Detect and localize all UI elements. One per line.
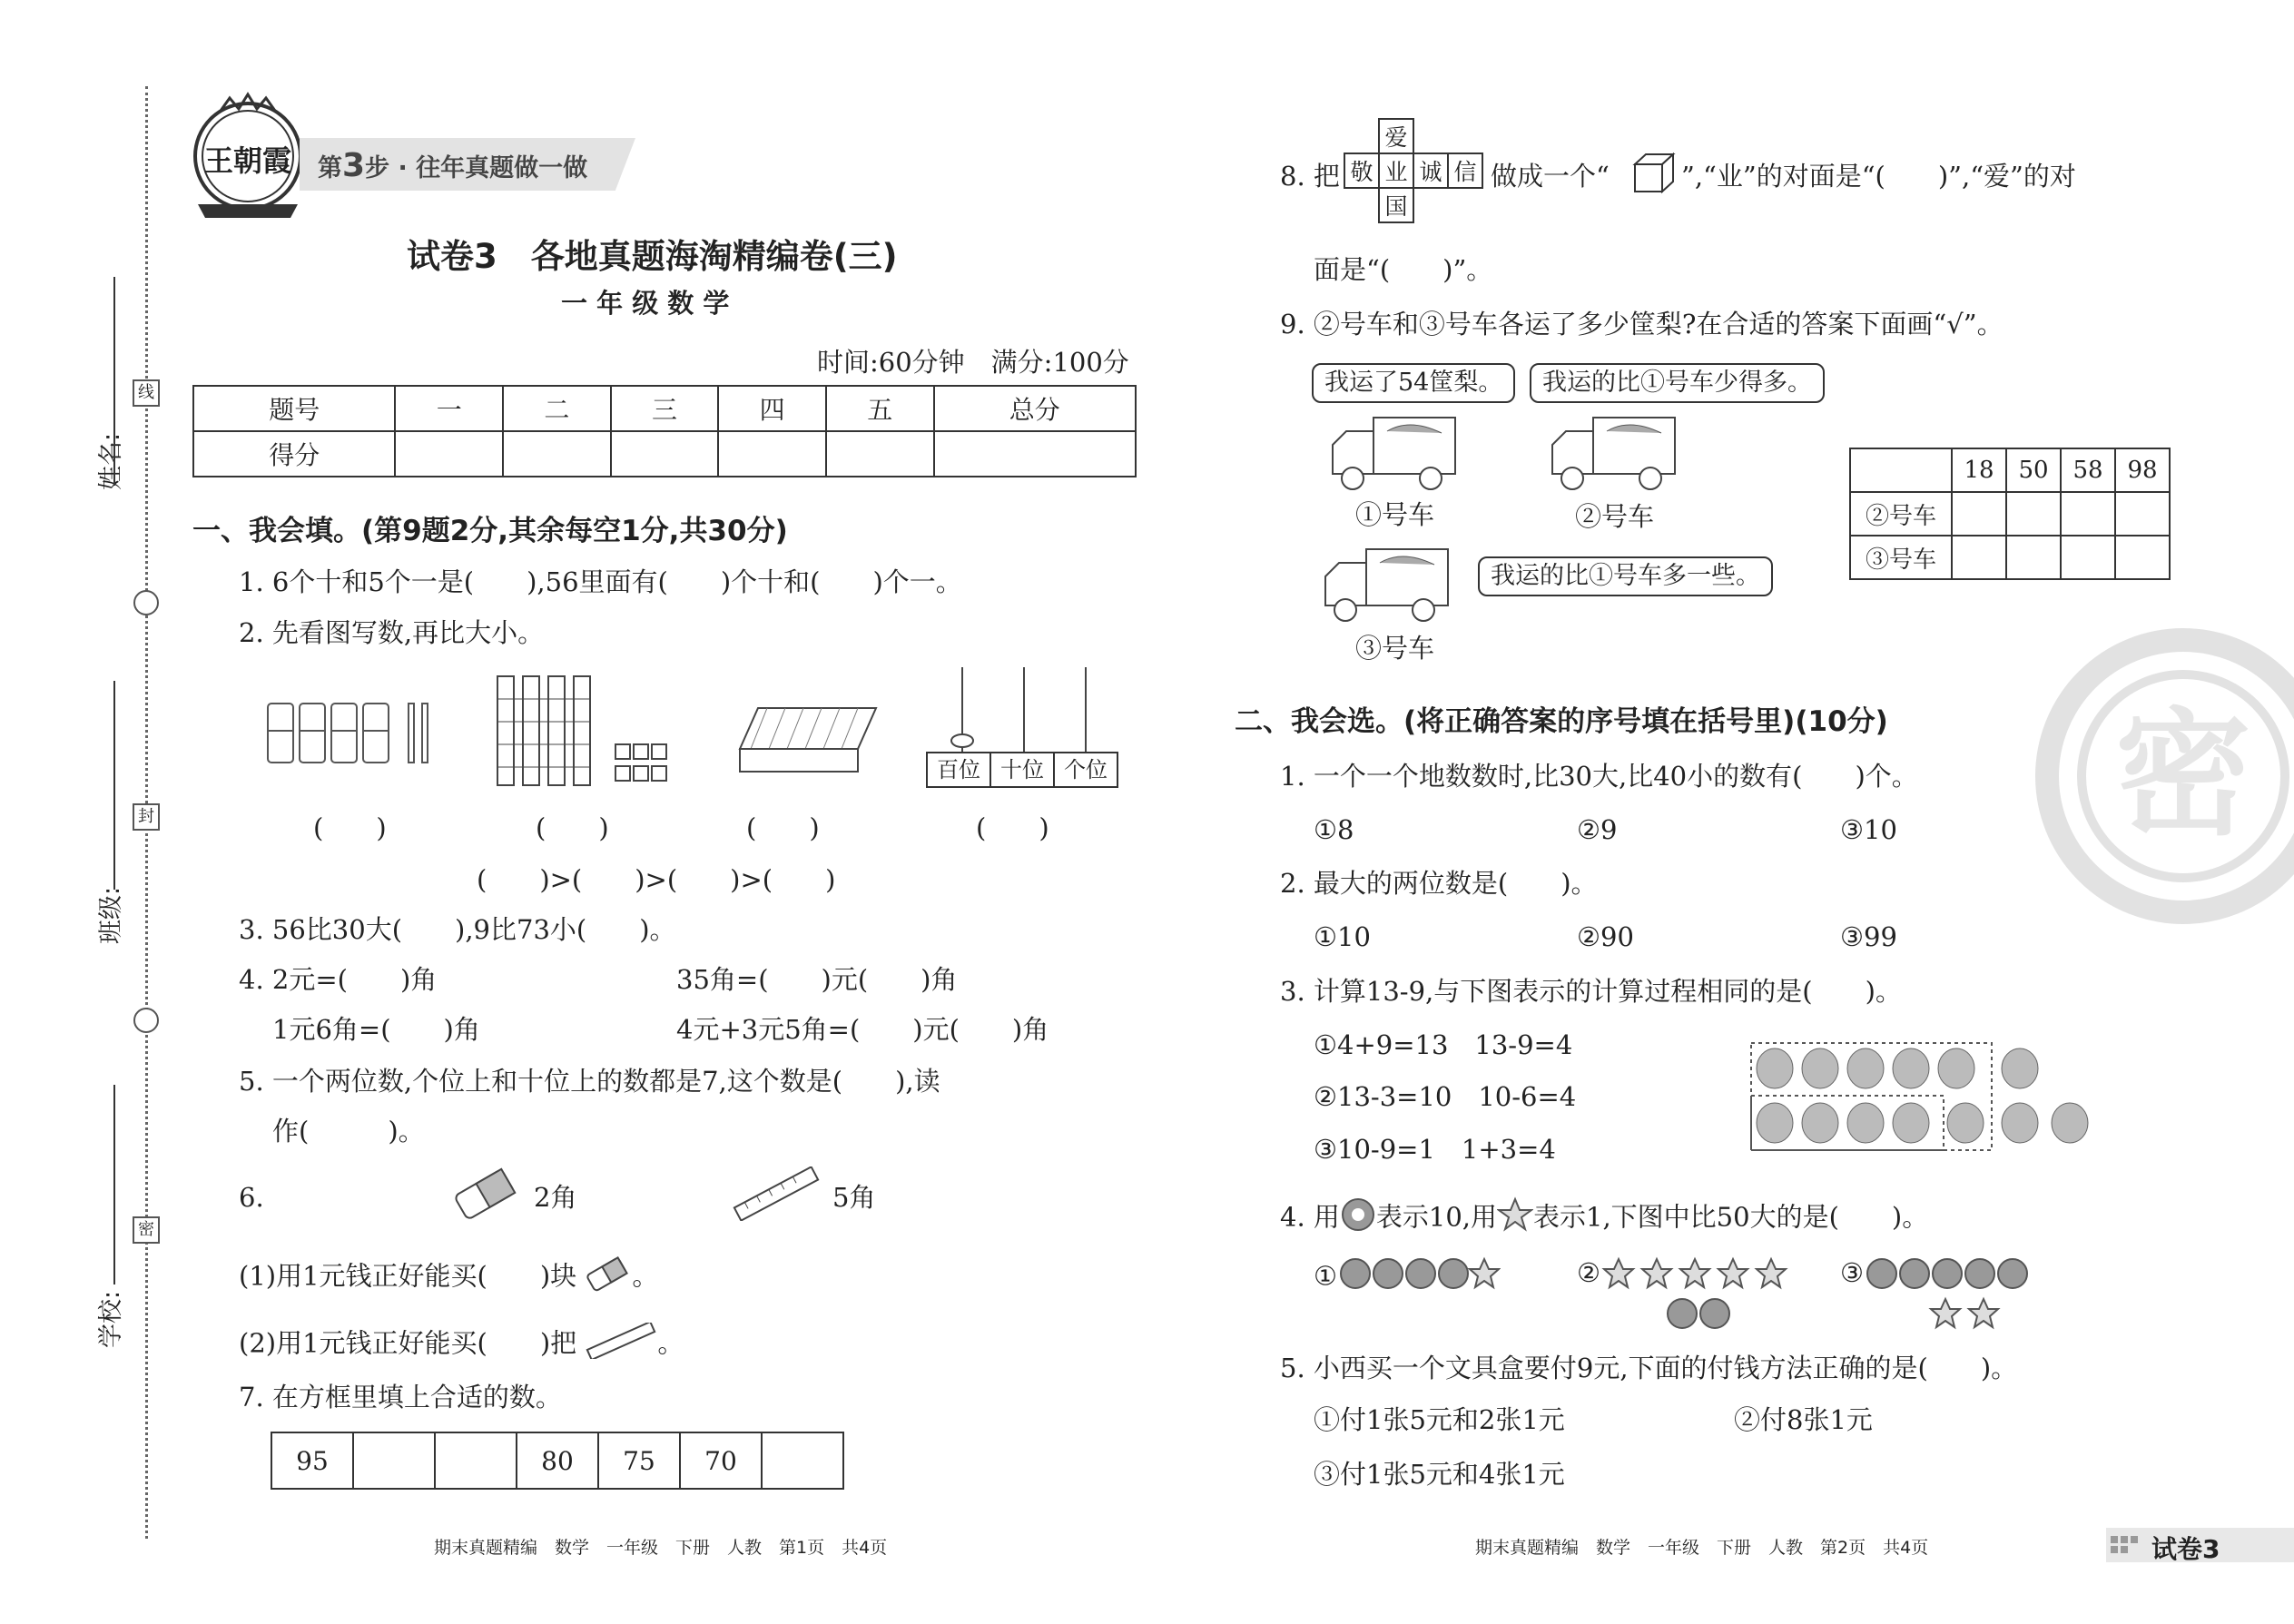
s2q2-option-3[interactable]: ③99 bbox=[1840, 921, 1897, 952]
publisher-logo bbox=[180, 91, 316, 222]
number-box-input[interactable] bbox=[762, 1432, 843, 1489]
score-input-cell[interactable] bbox=[611, 431, 719, 477]
s2q3-option-1[interactable]: ①4+9=13 13-9=4 bbox=[1314, 1029, 1573, 1060]
net-cell: 信 bbox=[1448, 153, 1482, 188]
eraser-icon bbox=[585, 1255, 632, 1300]
score-header-cell: 总分 bbox=[934, 386, 1136, 431]
score-header-cell: 三 bbox=[611, 386, 719, 431]
s2q4-option-3[interactable]: ③ bbox=[1840, 1255, 2054, 1345]
footer-left: 期末真题精编 数学 一年级 下册 人教 第1页 共4页 bbox=[434, 1538, 888, 1558]
number-box-input[interactable] bbox=[435, 1432, 517, 1489]
school-label: 学校: bbox=[97, 1290, 125, 1348]
answer-blank[interactable]: ( ) bbox=[536, 812, 609, 843]
seal-mark-mi: 密 bbox=[133, 1216, 160, 1244]
footer-right: 期末真题精编 数学 一年级 下册 人教 第2页 共4页 bbox=[1475, 1538, 1929, 1558]
score-header-cell: 题号 bbox=[193, 386, 395, 431]
answer-cell[interactable] bbox=[2006, 536, 2061, 579]
truck-icon bbox=[1324, 413, 1460, 497]
s2-question-2: 2. 最大的两位数是( )。 bbox=[1280, 868, 1598, 899]
s2q3-option-2[interactable]: ②13-3=10 10-6=4 bbox=[1314, 1081, 1577, 1112]
score-input-cell[interactable] bbox=[503, 431, 611, 477]
svg-text:密: 密 bbox=[2114, 696, 2252, 854]
ruler-icon bbox=[731, 1166, 822, 1221]
question-5-cont: 作( )。 bbox=[272, 1116, 425, 1147]
answer-table-header: 18 bbox=[1952, 448, 2006, 492]
abacus-label: 十位 bbox=[991, 753, 1055, 786]
score-input-cell[interactable] bbox=[718, 431, 826, 477]
s2q5-option-2[interactable]: ②付8张1元 bbox=[1734, 1404, 1873, 1435]
abacus-label: 百位 bbox=[928, 753, 991, 786]
answer-table-header: 58 bbox=[2061, 448, 2115, 492]
answer-table-row-label: ③号车 bbox=[1850, 536, 1952, 579]
question-6: 6. bbox=[239, 1182, 264, 1213]
footer-tag: 试卷3 bbox=[2151, 1534, 2220, 1564]
s2q2-option-1[interactable]: ①10 bbox=[1314, 921, 1371, 952]
net-cell: 业 bbox=[1379, 153, 1413, 188]
question-2: 2. 先看图写数,再比大小。 bbox=[239, 617, 545, 648]
school-underline bbox=[113, 1085, 115, 1284]
stick-bundles-image bbox=[263, 699, 445, 767]
answer-cell[interactable] bbox=[1952, 536, 2006, 579]
ruler-price: 5角 bbox=[832, 1182, 876, 1213]
net-cell: 爱 bbox=[1379, 119, 1413, 153]
answer-cell[interactable] bbox=[2061, 492, 2115, 536]
question-4b: 35角=( )元( )角 bbox=[676, 964, 958, 995]
s2q1-option-1[interactable]: ①8 bbox=[1314, 814, 1354, 845]
class-label: 班级: bbox=[97, 886, 125, 944]
truck-icon bbox=[1316, 545, 1452, 628]
time-info: 时间:60分钟 满分:100分 bbox=[817, 347, 1129, 378]
answer-blank[interactable]: ( ) bbox=[746, 812, 820, 843]
truck-icon bbox=[1543, 413, 1679, 497]
answer-cell[interactable] bbox=[2061, 536, 2115, 579]
number-box: 95 bbox=[271, 1432, 353, 1489]
section2-heading: 二、我会选。(将正确答案的序号填在括号里)(10分) bbox=[1235, 705, 1888, 738]
footer-dots-icon bbox=[2111, 1534, 2147, 1556]
flower-ten-icon bbox=[1340, 1196, 1376, 1241]
question-4a: 4. 2元=( )角 bbox=[239, 964, 438, 995]
number-box-row bbox=[271, 1432, 844, 1490]
name-label: 姓名: bbox=[97, 432, 125, 490]
score-header-cell: 一 bbox=[395, 386, 503, 431]
s2-question-4: 4. 用 表示10,用 表示1,下图中比50大的是( )。 bbox=[1280, 1196, 1928, 1241]
speech-bubble-3: 我运的比①号车多一些。 bbox=[1478, 556, 1773, 596]
s2q5-option-1[interactable]: ①付1张5元和2张1元 bbox=[1314, 1404, 1565, 1435]
paper-subtitle: 一 年 级 数 学 bbox=[561, 288, 730, 319]
logo-text: 王朝霞 bbox=[203, 143, 291, 178]
question-9: 9. ②号车和③号车各运了多少筐梨?在合适的答案下面画“√”。 bbox=[1280, 309, 2004, 340]
answer-blank[interactable]: ( ) bbox=[313, 812, 387, 843]
name-underline bbox=[113, 277, 115, 486]
truck-label-3: ③号车 bbox=[1355, 633, 1435, 664]
answer-cell[interactable] bbox=[2006, 492, 2061, 536]
number-box-input[interactable] bbox=[353, 1432, 435, 1489]
question-4c: 1元6角=( )角 bbox=[272, 1014, 480, 1045]
seal-mark-feng: 封 bbox=[133, 803, 160, 831]
leaves-image bbox=[1748, 1039, 2102, 1157]
truck-label-2: ②号车 bbox=[1575, 501, 1655, 532]
answer-table-header: 50 bbox=[2006, 448, 2061, 492]
compare-line[interactable]: ( )>( )>( )>( ) bbox=[477, 864, 836, 895]
answer-cell[interactable] bbox=[1952, 492, 2006, 536]
score-row-label: 得分 bbox=[193, 431, 395, 477]
section1-heading: 一、我会填。(第9题2分,其余每空1分,共30分) bbox=[192, 515, 788, 547]
score-header-cell: 五 bbox=[826, 386, 934, 431]
net-cell: 敬 bbox=[1344, 153, 1379, 188]
paper-title: 试卷3 各地真题海淘精编卷(三) bbox=[407, 237, 898, 276]
answer-cell[interactable] bbox=[2115, 536, 2170, 579]
net-cell: 国 bbox=[1379, 188, 1413, 222]
star-group-icon bbox=[1600, 1255, 1818, 1345]
question-6-1: (1)用1元钱正好能买( )块 。 bbox=[239, 1255, 658, 1300]
hundred-flat-image bbox=[731, 694, 885, 776]
class-underline bbox=[113, 681, 115, 890]
number-box: 70 bbox=[680, 1432, 762, 1489]
eraser-price: 2角 bbox=[534, 1182, 577, 1213]
question-6-2: (2)用1元钱正好能买( )把 。 bbox=[239, 1323, 684, 1367]
s2q2-option-2[interactable]: ②90 bbox=[1577, 921, 1634, 952]
binding-dot-icon bbox=[133, 590, 159, 615]
answer-cell[interactable] bbox=[2115, 492, 2170, 536]
score-input-cell[interactable] bbox=[395, 431, 503, 477]
question-8-line2: 面是“( )”。 bbox=[1314, 254, 1493, 285]
s2q5-option-3[interactable]: ③付1张5元和4张1元 bbox=[1314, 1459, 1565, 1490]
score-header-cell: 二 bbox=[503, 386, 611, 431]
s2-question-5: 5. 小西买一个文具盒要付9元,下面的付钱方法正确的是( )。 bbox=[1280, 1353, 2018, 1383]
s2-question-3: 3. 计算13-9,与下图表示的计算过程相同的是( )。 bbox=[1280, 976, 1902, 1007]
cube-icon bbox=[1632, 152, 1676, 195]
speech-bubble-1: 我运了54筐梨。 bbox=[1312, 363, 1515, 403]
answer-table-row-label: ②号车 bbox=[1850, 492, 1952, 536]
s2q1-option-2[interactable]: ②9 bbox=[1577, 814, 1618, 845]
binding-dot-icon bbox=[133, 1008, 159, 1033]
question-8-mid: 做成一个“ bbox=[1491, 161, 1610, 192]
s2q1-option-3[interactable]: ③10 bbox=[1840, 814, 1897, 845]
star-one-icon bbox=[1497, 1196, 1533, 1241]
s2-question-1: 1. 一个一个地数数时,比30大,比40小的数有( )个。 bbox=[1280, 761, 1918, 792]
answer-table-corner bbox=[1850, 448, 1952, 492]
question-7: 7. 在方框里填上合适的数。 bbox=[239, 1382, 562, 1412]
score-input-cell[interactable] bbox=[826, 431, 934, 477]
truck-label-1: ①号车 bbox=[1355, 499, 1435, 530]
question-1: 1. 6个十和5个一是( ),56里面有( )个十和( )个一。 bbox=[239, 566, 962, 597]
abacus-image bbox=[926, 663, 1121, 799]
base-ten-blocks-image bbox=[488, 672, 679, 790]
score-input-cell[interactable] bbox=[934, 431, 1136, 477]
question-8-prefix: 8. 把 bbox=[1280, 161, 1340, 192]
seal-watermark bbox=[2033, 626, 2294, 926]
s2q4-option-2[interactable]: ② bbox=[1577, 1255, 1818, 1345]
question-3: 3. 56比30大( ),9比73小( )。 bbox=[239, 914, 676, 945]
s2q3-option-3[interactable]: ③10-9=1 1+3=4 bbox=[1314, 1134, 1556, 1165]
eraser-icon bbox=[449, 1164, 522, 1223]
score-header-cell: 四 bbox=[718, 386, 826, 431]
speech-bubble-2: 我运的比①号车少得多。 bbox=[1530, 363, 1825, 403]
cube-net bbox=[1344, 118, 1483, 223]
question-5: 5. 一个两位数,个位上和十位上的数都是7,这个数是( ),读 bbox=[239, 1066, 940, 1097]
abacus-label: 个位 bbox=[1064, 757, 1108, 782]
number-box: 75 bbox=[598, 1432, 680, 1489]
seal-mark-xian: 线 bbox=[133, 379, 160, 407]
answer-table bbox=[1849, 448, 2171, 580]
score-table bbox=[192, 385, 1137, 477]
flower-group-icon bbox=[1337, 1255, 1501, 1300]
answer-blank[interactable]: ( ) bbox=[976, 812, 1049, 843]
answer-table-header: 98 bbox=[2115, 448, 2170, 492]
question-8-post: ”,“业”的对面是“( )”,“爱”的对 bbox=[1681, 161, 2076, 192]
question-4d: 4元+3元5角=( )元( )角 bbox=[676, 1014, 1049, 1045]
flower-star-group-icon bbox=[1864, 1255, 2054, 1345]
net-cell: 诚 bbox=[1413, 153, 1448, 188]
step-label: 第3步 · 往年真题做一做 bbox=[318, 147, 588, 184]
ruler-icon bbox=[585, 1323, 657, 1367]
s2q4-option-1[interactable]: ① bbox=[1314, 1255, 1501, 1300]
number-box: 80 bbox=[517, 1432, 598, 1489]
